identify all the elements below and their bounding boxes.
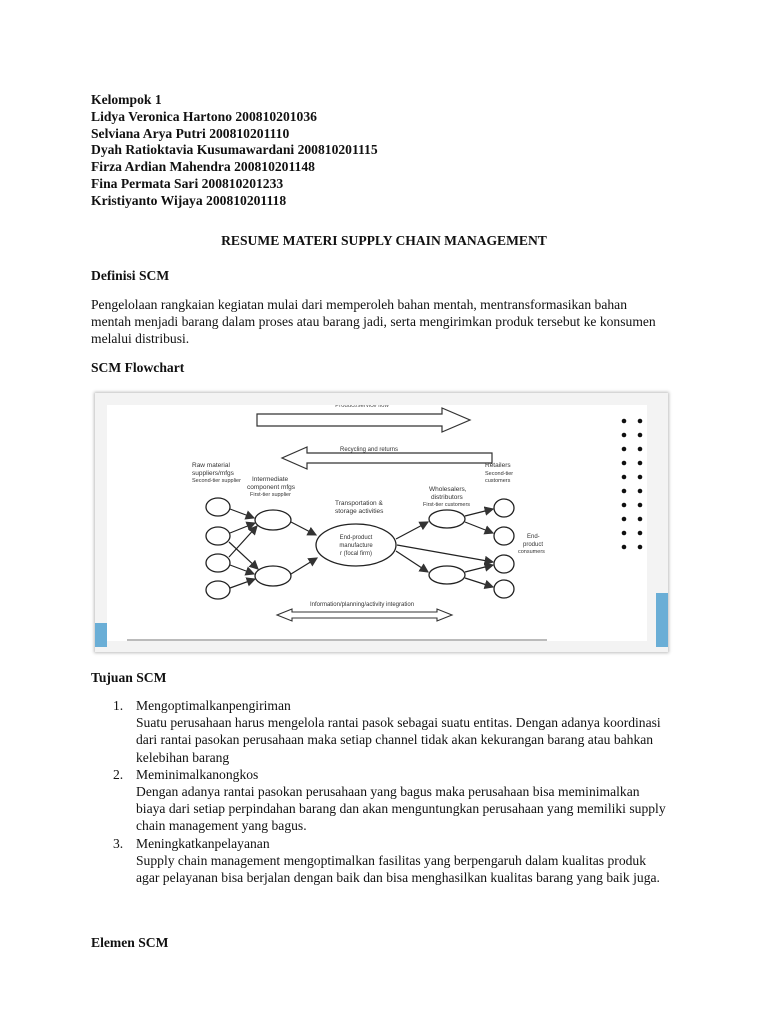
left-blue-tab bbox=[95, 623, 107, 647]
wholesaler-label: First-tier customers bbox=[423, 502, 471, 508]
tujuan-list bbox=[110, 697, 710, 886]
list-item-line: dari rantai pasokan perusahaan maka setiap channel tidak akan kekurangan barang atau bahkan bbox=[136, 732, 654, 748]
list-item-line: kelebihan barang bbox=[136, 749, 230, 765]
wholesaler-label: distributors bbox=[431, 494, 463, 501]
figure-bottom-strip bbox=[127, 639, 547, 641]
member-line: Fina Permata Sari 200810201233 bbox=[91, 175, 284, 191]
list-item-title: Mengoptimalkanpengiriman bbox=[136, 698, 291, 713]
retailer-node bbox=[494, 580, 514, 598]
document-title: RESUME MATERI SUPPLY CHAIN MANAGEMENT bbox=[221, 233, 547, 248]
definisi-heading: Definisi SCM bbox=[91, 268, 170, 283]
list-item-line: Suatu perusahaan harus mengelola rantai pasok sebagai suatu entitas. Dengan adanya koordinasi bbox=[136, 715, 661, 731]
consumer-label: product bbox=[523, 542, 544, 548]
transport-label: storage activities bbox=[335, 508, 384, 515]
intermediate-label: component mfgs bbox=[247, 484, 296, 491]
raw-supplier-node bbox=[206, 554, 230, 572]
list-item-line: biaya dari setiap perpindahan barang dan akan menguntungkan perusahaan yang memiliki supply bbox=[136, 801, 666, 817]
decorative-dot-grid bbox=[622, 419, 643, 550]
retailer-label: Retailers bbox=[485, 462, 511, 469]
tujuan-heading: Tujuan SCM bbox=[91, 670, 167, 685]
raw-supplier-node bbox=[206, 527, 230, 545]
raw-supplier-node bbox=[206, 581, 230, 599]
information-integration-arrow bbox=[277, 602, 452, 621]
right-blue-tab bbox=[656, 593, 668, 647]
retailer-label: customers bbox=[485, 478, 511, 484]
member-line: Dyah Ratioktavia Kusumawardani 200810201115 bbox=[91, 142, 378, 158]
product-flow-label: Product/service flow bbox=[335, 405, 389, 409]
list-number: 3. bbox=[113, 835, 124, 851]
intermediate-label: First-tier supplier bbox=[250, 492, 291, 498]
transport-label: Transportation & bbox=[335, 500, 383, 507]
recycling-arrow bbox=[282, 447, 492, 469]
raw-material-label: suppliers/mfgs bbox=[192, 470, 234, 477]
paragraph-line: melalui distribusi. bbox=[91, 331, 190, 347]
list-item-title: Meminimalkanongkos bbox=[136, 766, 259, 782]
raw-material-label: Raw material bbox=[192, 462, 230, 469]
group-name: Kelompok 1 bbox=[91, 92, 162, 107]
list-item-line: chain management yang bagus. bbox=[136, 818, 307, 834]
paragraph-line: mentah menjadi barang dalam proses atau barang jadi, serta mengirimkan produk tersebut ke konsumen bbox=[91, 314, 656, 330]
retailer-label: Second-tier bbox=[485, 471, 514, 477]
retailer-node bbox=[494, 499, 514, 517]
flowchart-canvas bbox=[107, 405, 647, 641]
list-item-line: Supply chain management mengoptimalkan fasilitas yang berpengaruh dalam kualitas produk bbox=[136, 852, 647, 868]
raw-material-label: Second-tier supplier bbox=[192, 478, 241, 484]
scm-flowchart-figure bbox=[95, 393, 668, 652]
paragraph-line: Pengelolaan rangkaian kegiatan mulai dari memperoleh bahan mentah, mentransformasikan bahan bbox=[91, 297, 627, 312]
product-flow-arrow bbox=[257, 405, 470, 432]
member-line: Lidya Veronica Hartono 200810201036 bbox=[91, 108, 317, 124]
list-item bbox=[110, 835, 710, 887]
list-item-line: agar pelayanan bisa berjalan dengan baik dan bisa menghasilkan kualitas barang yang baik juga. bbox=[136, 870, 660, 886]
list-item bbox=[110, 766, 710, 835]
intermediate-label: Intermediate bbox=[252, 476, 289, 483]
member-line: Firza Ardian Mahendra 200810201148 bbox=[91, 159, 315, 175]
definisi-paragraph bbox=[91, 296, 681, 348]
raw-supplier-node bbox=[206, 498, 230, 516]
wholesaler-node bbox=[429, 510, 465, 528]
recycling-label: Recycling and returns bbox=[339, 447, 399, 453]
list-number: 1. bbox=[113, 698, 124, 713]
focal-firm-label: End-product bbox=[339, 535, 373, 541]
wholesaler-node bbox=[429, 566, 465, 584]
focal-firm-label: manufacture bbox=[339, 543, 373, 549]
intermediate-node bbox=[255, 510, 291, 530]
member-line: Selviana Arya Putri 200810201110 bbox=[91, 125, 290, 141]
consumer-label: consumers bbox=[518, 549, 545, 555]
intermediate-node bbox=[255, 566, 291, 586]
list-item-title: Meningkatkanpelayanan bbox=[136, 835, 270, 851]
list-item bbox=[110, 697, 710, 766]
retailer-node bbox=[494, 527, 514, 545]
group-header bbox=[91, 92, 378, 210]
flowchart-diagram bbox=[107, 405, 647, 641]
retailer-node bbox=[494, 555, 514, 573]
list-number: 2. bbox=[113, 766, 124, 782]
list-item-line: Dengan adanya rantai pasokan perusahaan yang bagus maka perusahaan bisa meminimalkan bbox=[136, 784, 640, 800]
wholesaler-label: Wholesalers, bbox=[429, 486, 467, 493]
information-label: Information/planning/activity integration bbox=[309, 602, 415, 608]
focal-firm-label: r (focal firm) bbox=[340, 551, 372, 557]
consumer-label: End- bbox=[527, 534, 540, 540]
elemen-heading: Elemen SCM bbox=[91, 935, 169, 950]
member-line: Kristiyanto Wijaya 200810201118 bbox=[91, 192, 287, 208]
flowchart-heading: SCM Flowchart bbox=[91, 360, 185, 375]
